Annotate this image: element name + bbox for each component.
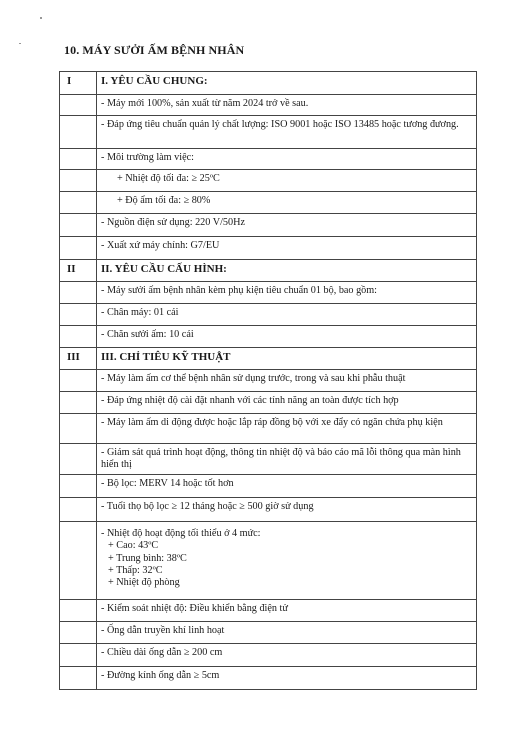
- table-row: [60, 326, 477, 348]
- spec-item: - Máy làm ấm di động được hoặc lắp ráp đồng bộ với xe đẩy có ngăn chứa phụ kiện: [97, 414, 477, 444]
- table-row: [60, 392, 477, 414]
- table-row: [60, 497, 477, 521]
- spec-item: - Đường kính ống dẫn ≥ 5cm: [97, 666, 477, 689]
- spec-item: - Xuất xứ máy chính: G7/EU: [97, 237, 477, 260]
- spec-item: - Tuổi thọ bộ lọc ≥ 12 tháng hoặc ≥ 500 giờ sử dụng: [97, 497, 477, 521]
- spec-item: - Máy làm ấm cơ thể bệnh nhân sử dụng trước, trong và sau khi phẫu thuật: [97, 370, 477, 392]
- spec-table: [59, 71, 477, 690]
- spec-item: - Máy sưởi ấm bệnh nhân kèm phụ kiện tiêu chuẩn 01 bộ, bao gồm:: [97, 282, 477, 304]
- spec-item: - Máy mới 100%, sản xuất từ năm 2024 trở về sau.: [97, 95, 477, 116]
- section-heading: II. YÊU CẦU CẤU HÌNH:: [97, 260, 477, 282]
- spec-item: - Chăn sưởi ấm: 10 cái: [97, 326, 477, 348]
- section-heading: III. CHỈ TIÊU KỸ THUẬT: [97, 348, 477, 370]
- spec-item: - Đáp ứng tiêu chuẩn quản lý chất lượng: ISO 9001 hoặc ISO 13485 hoặc tương đương.: [97, 116, 477, 149]
- table-row: [60, 414, 477, 444]
- spec-item: - Giám sát quá trình hoạt động, thông tin nhiệt độ và báo cáo mã lỗi thông qua màn hình hiển thị: [97, 444, 477, 475]
- temperature-levels-cell: [97, 521, 477, 599]
- table-row: [60, 643, 477, 666]
- table-row: [60, 521, 477, 599]
- table-row: [60, 444, 477, 475]
- spec-item: - Đáp ứng nhiệt độ cài đặt nhanh với các tính năng an toàn được tích hợp: [97, 392, 477, 414]
- section-number: I: [60, 72, 97, 95]
- spec-item: + Độ ẩm tối đa: ≥ 80%: [97, 192, 477, 214]
- section-number: III: [60, 348, 97, 370]
- spec-item: - Nguồn điện sử dụng: 220 V/50Hz: [97, 214, 477, 237]
- scan-speck: [19, 43, 21, 44]
- table-row: [60, 621, 477, 643]
- section-row: [60, 260, 477, 282]
- temperature-level: + Nhiệt độ phòng: [108, 577, 180, 589]
- table-row: [60, 282, 477, 304]
- document-title: 10. MÁY SƯỞI ẤM BỆNH NHÂN: [64, 43, 245, 57]
- table-row: [60, 370, 477, 392]
- table-row: [60, 214, 477, 237]
- temperature-level: + Thấp: 32ºC: [108, 565, 163, 577]
- section-heading: I. YÊU CẦU CHUNG:: [97, 72, 477, 95]
- table-row: [60, 599, 477, 621]
- table-row: [60, 170, 477, 192]
- spec-item: - Bộ lọc: MERV 14 hoặc tốt hơn: [97, 474, 477, 497]
- section-row: [60, 348, 477, 370]
- temperature-level: + Trung bình: 38ºC: [108, 552, 187, 564]
- table-row: [60, 237, 477, 260]
- table-row: [60, 192, 477, 214]
- temperature-level: + Cao: 43ºC: [108, 540, 159, 552]
- spec-item: - Nhiệt độ hoạt động tối thiểu ở 4 mức:: [101, 527, 261, 539]
- table-row: [60, 95, 477, 116]
- spec-item: - Kiểm soát nhiệt độ: Điều khiển bằng điện tử: [97, 599, 477, 621]
- section-number: II: [60, 260, 97, 282]
- table-row: [60, 666, 477, 689]
- spec-item: - Chân máy: 01 cái: [97, 304, 477, 326]
- spec-item: + Nhiệt độ tối đa: ≥ 25ºC: [97, 170, 477, 192]
- scan-speck: [40, 17, 42, 19]
- table-row: [60, 474, 477, 497]
- table-row: [60, 304, 477, 326]
- spec-item: - Ống dẫn truyền khí linh hoạt: [97, 621, 477, 643]
- table-row: [60, 149, 477, 170]
- section-row: [60, 72, 477, 95]
- spec-item: - Môi trường làm việc:: [97, 149, 477, 170]
- spec-item: - Chiều dài ống dẫn ≥ 200 cm: [97, 643, 477, 666]
- table-row: [60, 116, 477, 149]
